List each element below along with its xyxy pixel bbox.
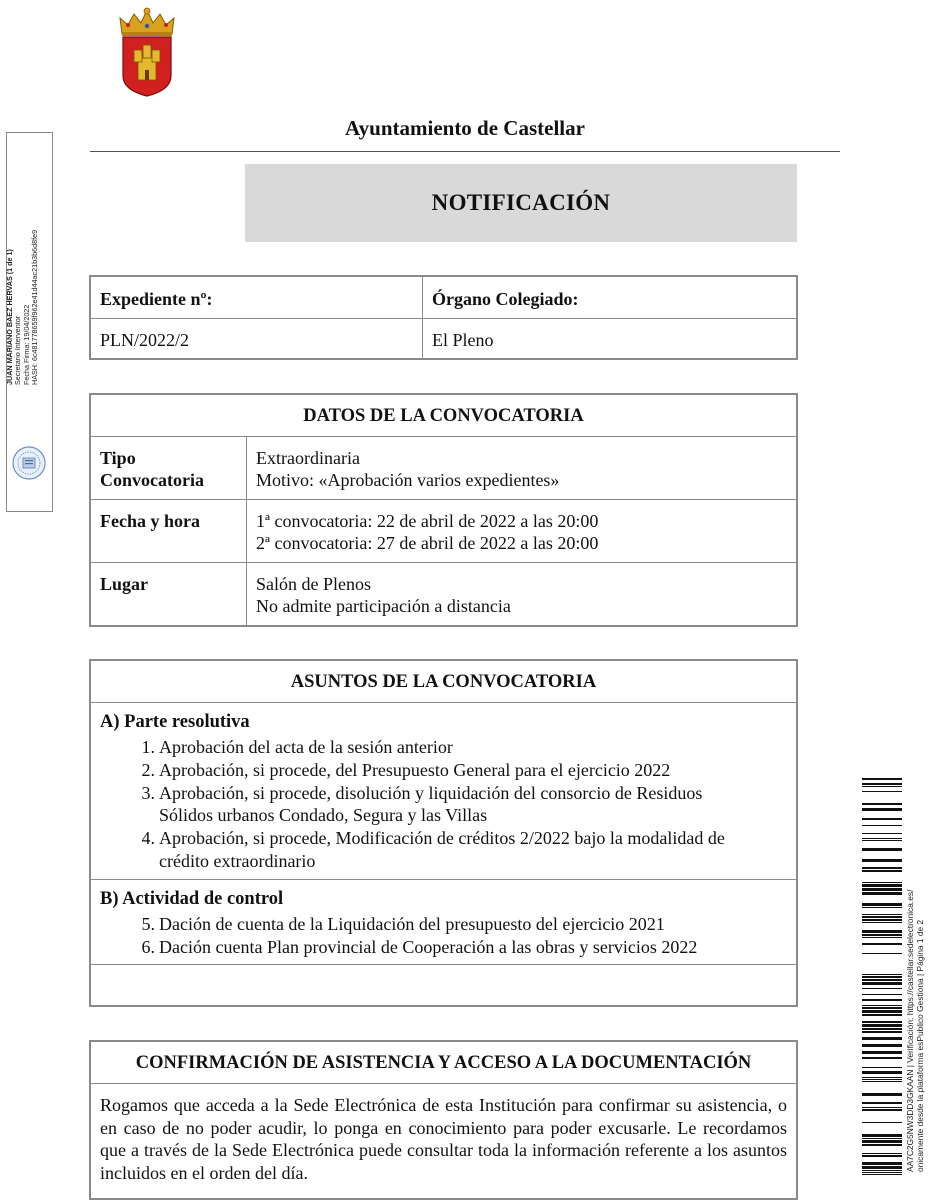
section-b-heading: B) Actividad de control xyxy=(100,889,284,909)
table-divider xyxy=(91,436,796,437)
item-number: 2. xyxy=(141,760,155,780)
header-divider xyxy=(90,151,840,152)
item-text: Dación cuenta Plan provincial de Cooperación a las obras y servicios 2022 xyxy=(159,937,698,957)
signer-name: JUAN MARIANO BAEZ HERVAS (1 de 1) xyxy=(5,249,14,385)
table-divider xyxy=(91,964,796,965)
datos-title: DATOS DE LA CONVOCATORIA xyxy=(303,406,584,426)
section-a-heading: A) Parte resolutiva xyxy=(100,712,250,732)
item-number: 1. xyxy=(141,737,155,757)
item-text: Aprobación, si procede, Modificación de créditos 2/2022 bajo la modalidad de xyxy=(159,828,725,848)
fecha-label: Fecha y hora xyxy=(100,511,200,531)
asuntos-title: ASUNTOS DE LA CONVOCATORIA xyxy=(290,672,597,692)
tipo-label-line: Convocatoria xyxy=(100,470,204,490)
tipo-label xyxy=(100,447,204,491)
lugar-label: Lugar xyxy=(100,574,149,594)
tipo-value-line: Extraordinaria xyxy=(256,448,360,468)
table-divider xyxy=(91,562,796,563)
tipo-label-line: Tipo xyxy=(100,448,136,468)
confirmacion-text: Rogamos que acceda a la Sede Electrónica de esta Institución para confirmar su asistencia, o en caso de no poder acudir, lo ponga en conocimiento para poder excusarle. Le recordamos que a través de la Sede Electrónica puede consultar toda la información referente a los asuntos incluidos en el orden del día. xyxy=(100,1095,787,1183)
table-divider xyxy=(91,1083,796,1084)
item-text: Aprobación, si procede, disolución y liquidación del consorcio de Residuos xyxy=(159,783,703,803)
item-number: 5. xyxy=(141,914,155,934)
fecha-value xyxy=(256,510,598,554)
verification-line: AA7C2G5NW3DD3GKAAN | Verificación: https://castellar.sedelectronica.es/ xyxy=(905,889,915,1172)
segunda-convocatoria: 2ª convocatoria: 27 de abril de 2022 a las 20:00 xyxy=(256,533,599,553)
item-text: Sólidos urbanos Condado, Segura y las Villas xyxy=(159,805,488,825)
table-divider xyxy=(91,879,796,880)
table-divider xyxy=(91,702,796,703)
asuntos-table xyxy=(89,659,798,1007)
lugar-value-line: Salón de Plenos xyxy=(256,574,371,594)
signature-date: Fecha Firma: 19/04/2022 xyxy=(21,304,31,385)
item-number: 3. xyxy=(141,783,155,803)
primera-convocatoria: 1ª convocatoria: 22 de abril de 2022 a las 20:00 xyxy=(256,511,599,531)
item-number: 4. xyxy=(141,828,155,848)
item-text: crédito extraordinario xyxy=(159,851,316,871)
organo-label: Órgano Colegiado: xyxy=(432,289,579,309)
document-type-title: NOTIFICACIÓN xyxy=(431,190,611,215)
expediente-table xyxy=(89,275,798,360)
signature-stamp-text xyxy=(6,5,46,385)
lugar-value xyxy=(256,573,511,617)
tipo-value xyxy=(256,447,559,491)
item-text: Aprobación del acta de la sesión anterior xyxy=(159,737,453,757)
item-number: 6. xyxy=(141,937,155,957)
signature-hash: HASH: 6c481778659f962e41d44ac21b3b6d8fe9 xyxy=(30,229,40,385)
signer-role: Secretario Interventor xyxy=(13,315,23,385)
organization-title: Ayuntamiento de Castellar xyxy=(345,116,585,140)
table-divider xyxy=(422,277,423,358)
datos-convocatoria-table xyxy=(89,393,798,627)
table-divider xyxy=(246,436,247,625)
expediente-label: Expediente nº: xyxy=(100,289,213,309)
confirmacion-section xyxy=(89,1040,798,1200)
notification-banner xyxy=(245,164,797,242)
verification-line: onicamente desde la plataforma esPublico Gestiona | Página 1 de 2 xyxy=(914,919,925,1172)
confirmacion-title: CONFIRMACIÓN DE ASISTENCIA Y ACCESO A LA DOCUMENTACIÓN xyxy=(135,1053,752,1073)
item-text: Dación de cuenta de la Liquidación del presupuesto del ejercicio 2021 xyxy=(159,914,665,934)
table-divider xyxy=(91,318,796,319)
municipal-crest-logo xyxy=(118,6,176,98)
item-text: Aprobación, si procede, del Presupuesto General para el ejercicio 2022 xyxy=(159,760,671,780)
expediente-value: PLN/2022/2 xyxy=(100,330,190,350)
motivo-value-line: Motivo: «Aprobación varios expedientes» xyxy=(256,470,560,490)
organo-value: El Pleno xyxy=(432,330,494,350)
seal-icon xyxy=(11,445,47,481)
table-divider xyxy=(91,499,796,500)
distancia-value-line: No admite participación a distancia xyxy=(256,596,511,616)
